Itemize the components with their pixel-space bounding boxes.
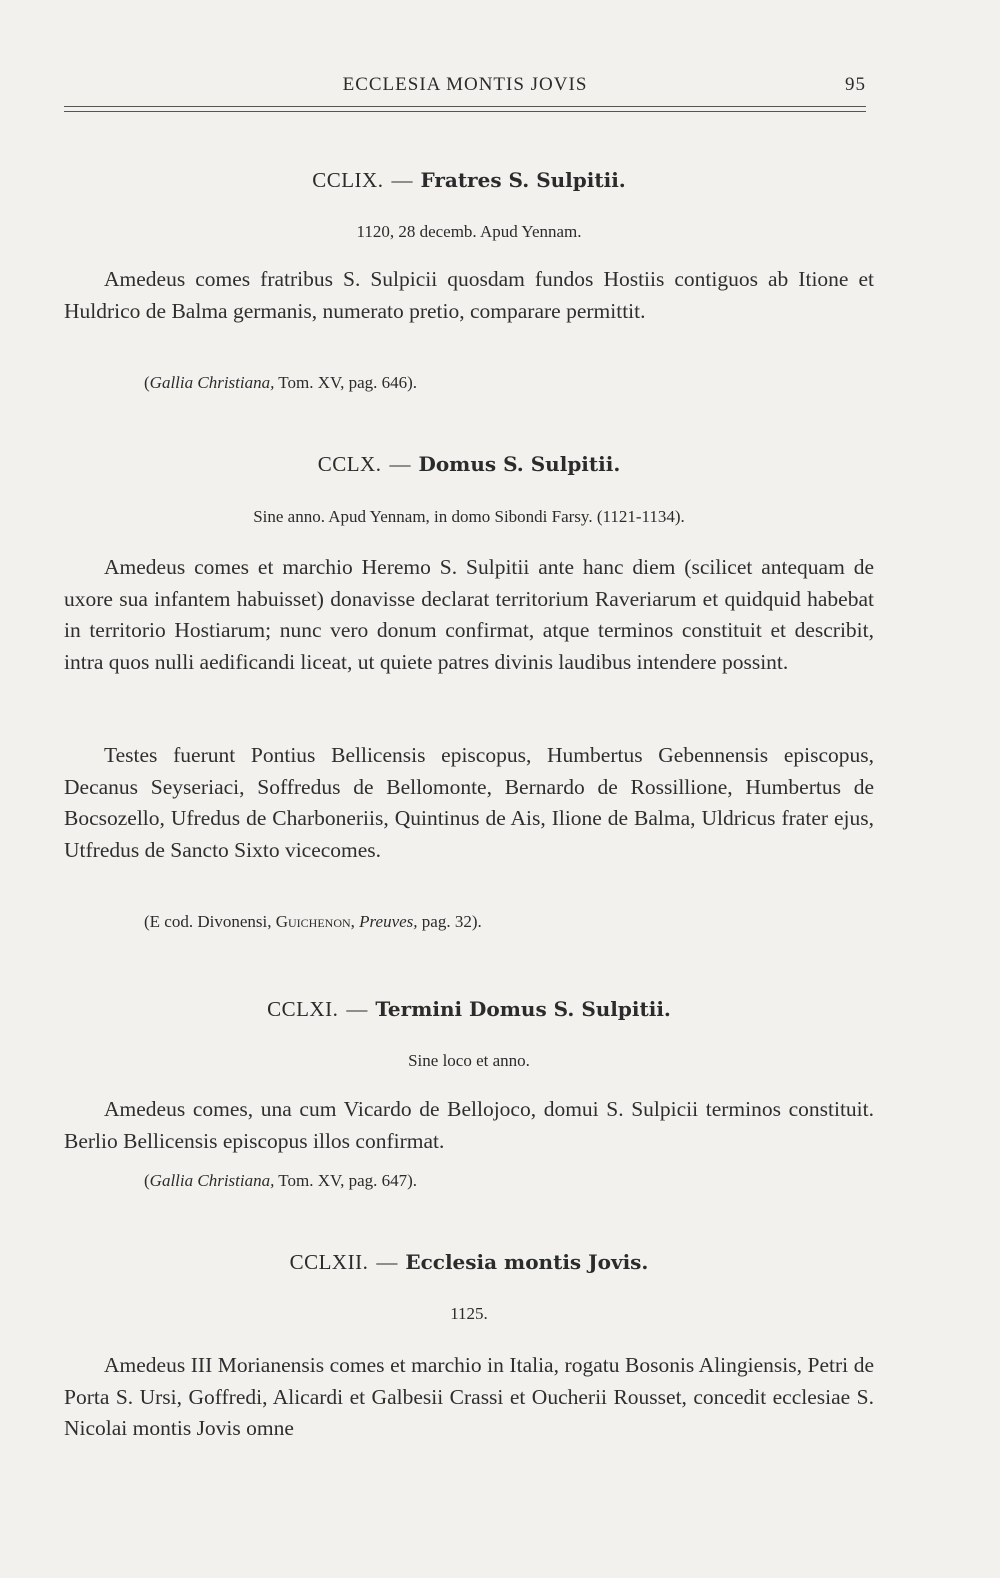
- entry-heading: [64, 452, 874, 477]
- entry-date: Sine anno. Apud Yennam, in domo Sibondi Farsy. (1121-1134).: [253, 507, 685, 526]
- page-number: 95: [845, 74, 866, 95]
- source-paren: (: [144, 1171, 150, 1190]
- running-header: [64, 74, 866, 100]
- entry-paragraph: Amedeus comes fratribus S. Sulpicii quosdam fundos Hostiis contiguos ab Itione et Huldrico de Balma germanis, numerato pretio, comparare permittit.: [64, 267, 874, 323]
- entry-title: Ecclesia montis Jovis.: [405, 1250, 649, 1274]
- entry-paragraph: Testes fuerunt Pontius Bellicensis episcopus, Humbertus Gebennensis episcopus, Decanus Seyseriaci, Soffredus de Bellomonte, Bernardo de Rossillione, Humbertus de Bocsozello, Ufredus de Charboneriis, Quintinus de Ais, Ilione de Balma, Uldricus frater ejus, Utfredus de Sancto Sixto vicecomes.: [64, 743, 874, 862]
- source-author: Guichenon: [275, 912, 351, 931]
- header-title: ECCLESIA MONTIS JOVIS: [342, 74, 588, 95]
- source-rest: Tom. XV, pag. 646).: [274, 373, 418, 392]
- entry-source: [144, 373, 864, 393]
- source-rest: pag. 32).: [417, 912, 482, 931]
- source-paren: (: [144, 373, 150, 392]
- entry-number: CCLX.: [317, 452, 382, 476]
- source-pre: (E cod. Divonensi,: [144, 912, 276, 931]
- source-work: Gallia Christiana,: [149, 1171, 275, 1190]
- source-rest: Tom. XV, pag. 647).: [274, 1171, 418, 1190]
- entry-number: CCLXII.: [289, 1250, 369, 1274]
- header-rule: [64, 111, 866, 112]
- entry-dash: —: [346, 997, 368, 1021]
- entry-dash: —: [389, 452, 411, 476]
- entry-paragraph: Amedeus III Morianensis comes et marchio in Italia, rogatu Bosonis Alingiensis, Petri de Porta S. Ursi, Goffredi, Alicardi et Galbesii Crassi et Oucherii Rousset, concedit ecclesiae S. Nicolai montis Jovis omne: [64, 1353, 874, 1440]
- entry-number: CCLXI.: [267, 997, 339, 1021]
- header-rule: [64, 106, 866, 107]
- entry-title: Domus S. Sulpitii.: [418, 452, 621, 476]
- entry-dash: —: [391, 168, 413, 192]
- entry-date: 1125.: [450, 1304, 488, 1323]
- entry-heading: [64, 168, 874, 193]
- entry-dash: —: [376, 1250, 398, 1274]
- entry-title: Fratres S. Sulpitii.: [420, 168, 626, 192]
- entry-source: (E cod. Divonensi, Guichenon, Preuves, pag. 32).: [144, 912, 482, 931]
- entry-number: CCLIX.: [312, 168, 384, 192]
- entry-title: Termini Domus S. Sulpitii.: [375, 997, 671, 1021]
- entry-source: [144, 1171, 864, 1191]
- entry-paragraph: Amedeus comes, una cum Vicardo de Bellojoco, domui S. Sulpicii terminos constituit. Berlio Bellicensis episcopus illos confirmat.: [64, 1097, 874, 1153]
- source-work: Gallia Christiana,: [149, 373, 275, 392]
- entry-date: 1120, 28 decemb. Apud Yennam.: [356, 222, 582, 241]
- entry-heading: [64, 1250, 874, 1275]
- source-work: Preuves,: [359, 912, 418, 931]
- entry-date: Sine loco et anno.: [408, 1051, 530, 1070]
- entry-paragraph: Amedeus comes et marchio Heremo S. Sulpitii ante hanc diem (scilicet antequam de uxore sua infantem habuisset) donavisse declarat territorium Raveriarum et quidquid habebat in territorio Hostiarum; nunc vero donum confirmat, atque terminos constituit et describit, intra quos nulli aedificandi liceat, ut quiete patres divinis laudibus intendere possint.: [64, 555, 874, 674]
- entry-heading: [64, 997, 874, 1022]
